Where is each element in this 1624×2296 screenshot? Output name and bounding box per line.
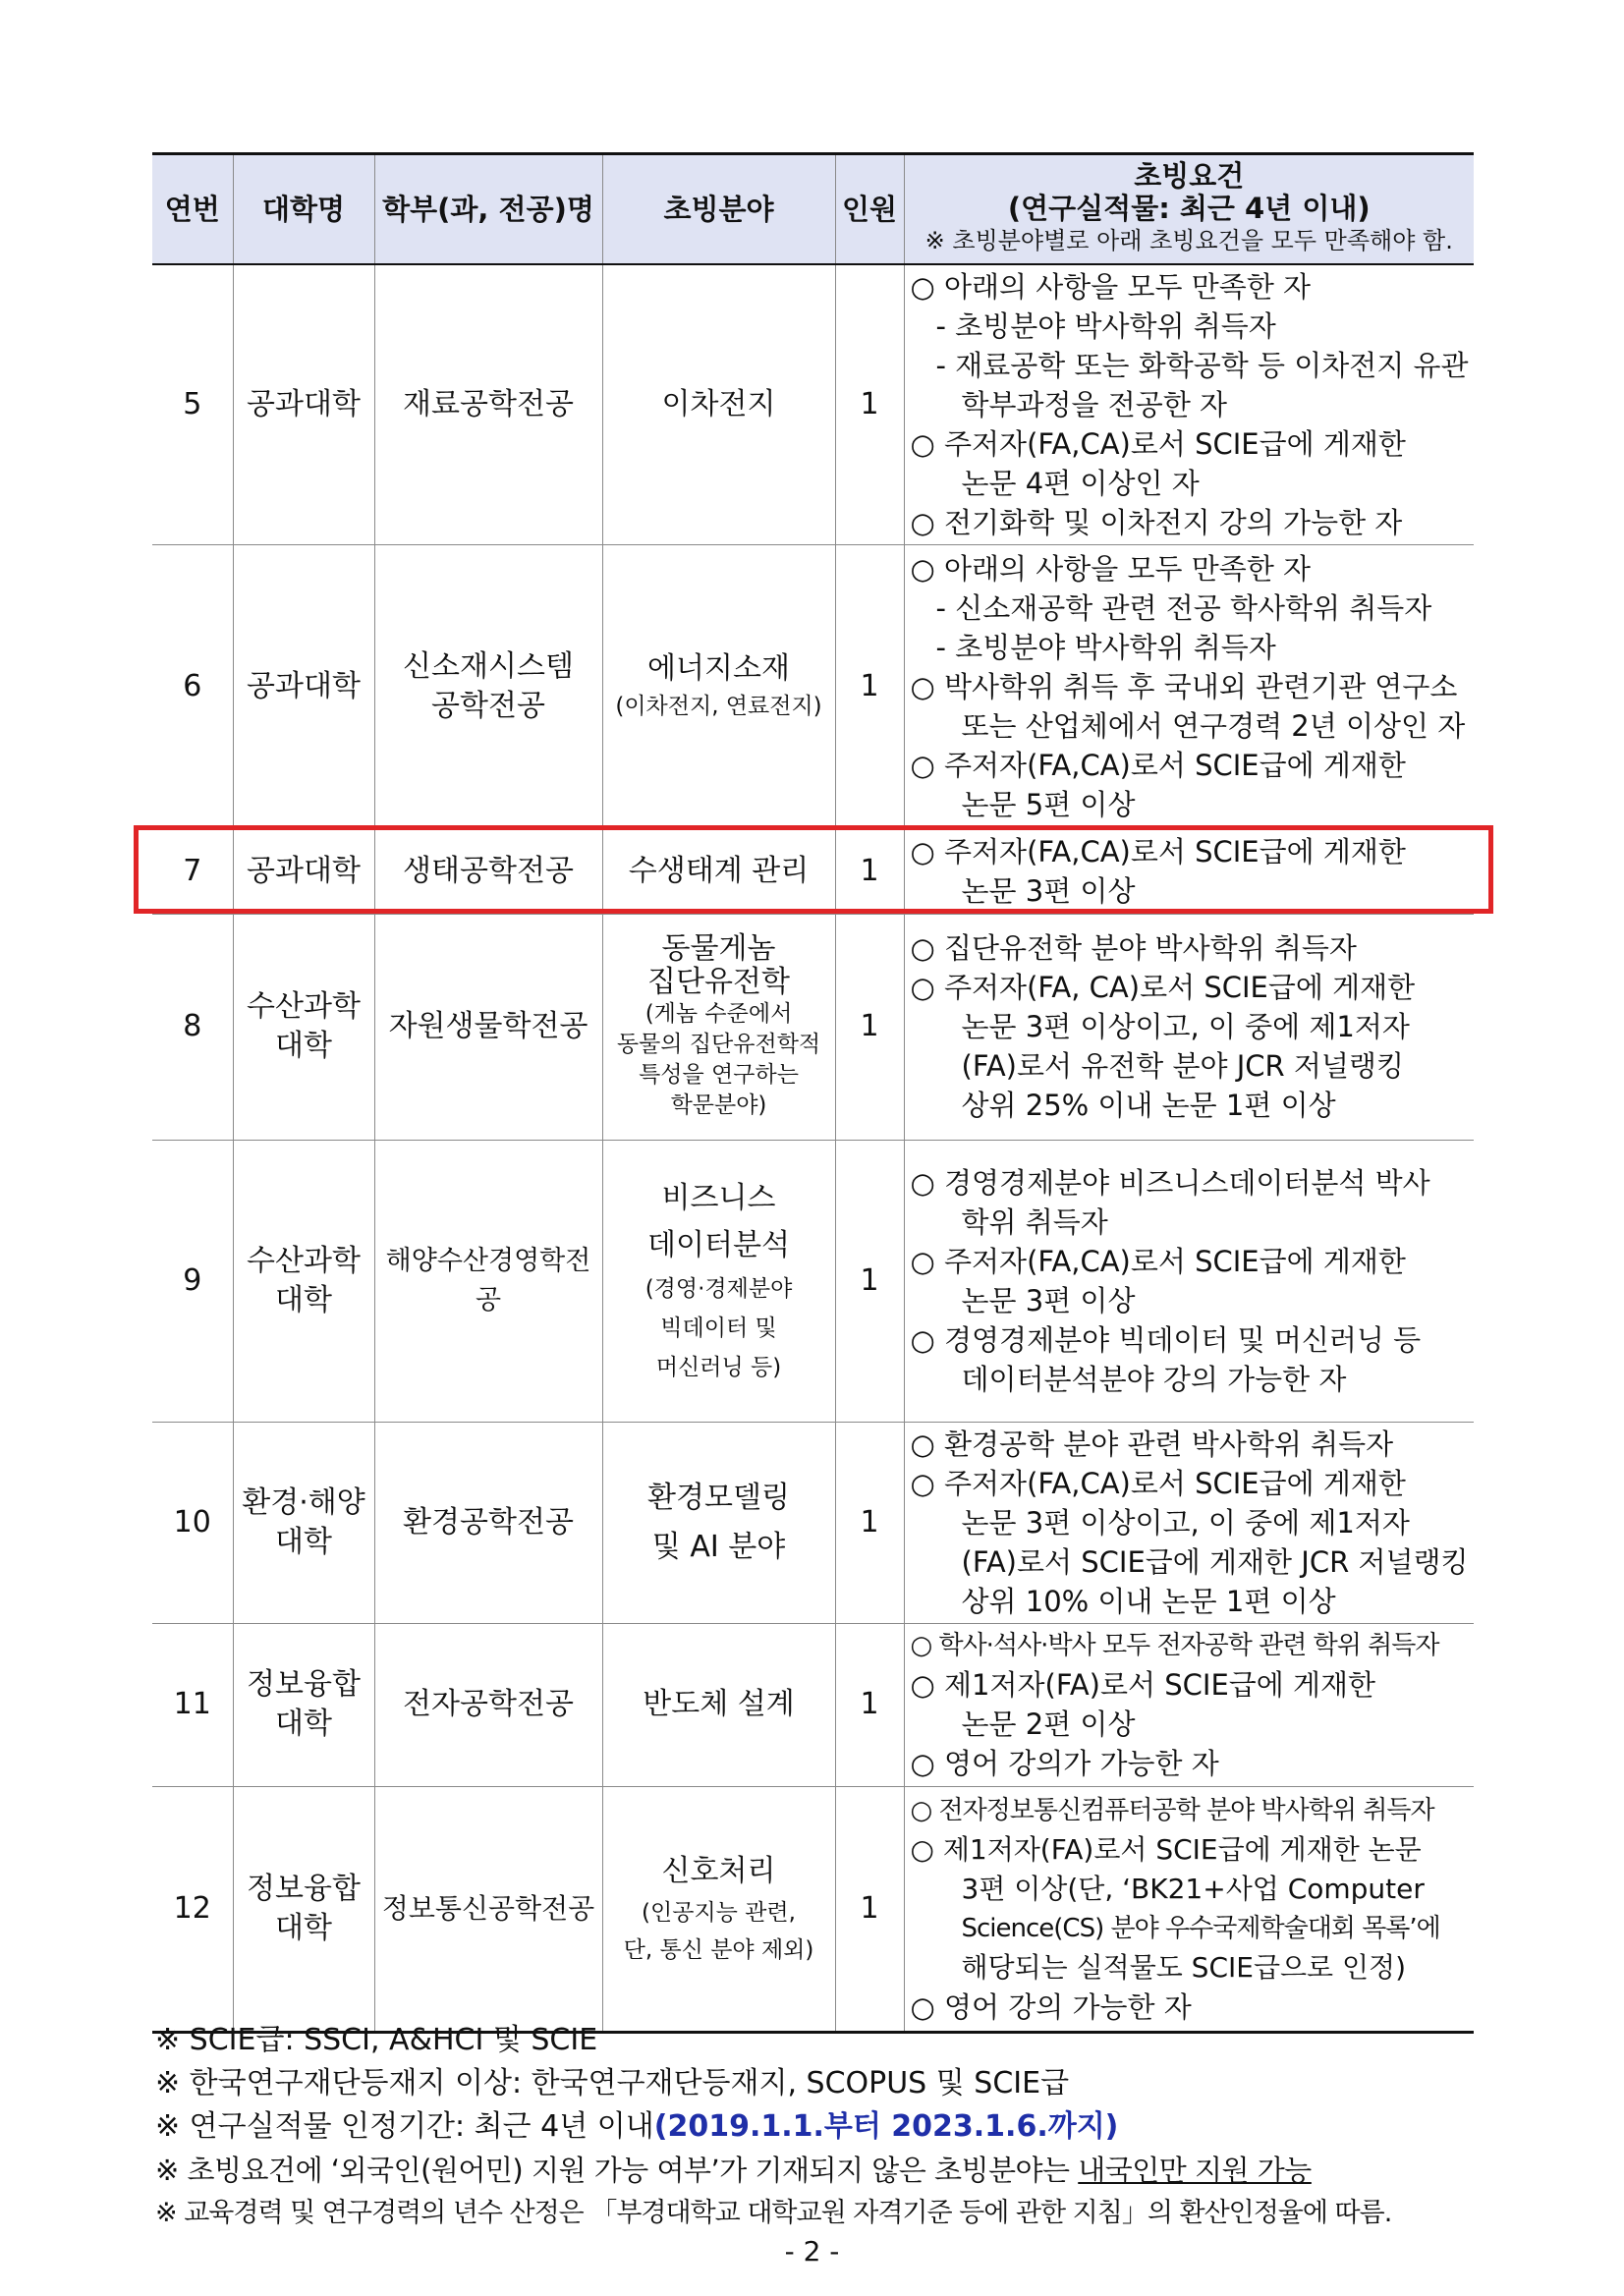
cell-department [374,914,602,1140]
req-line: 데이터분석분야 강의 가능한 자 [961,1362,1347,1396]
college-line: 정보융합 [247,1667,361,1702]
footnote-scie: ※ SCIE급: SSCI, A&HCI 및 SCIE [155,2023,598,2057]
footnote-foreigner-text: ※ 초빙요건에 ‘외국인(원어민) 지원 가능 여부’가 기재되지 않은 초빙분야는 [155,2154,1079,2187]
cell-no: 7 [152,829,233,914]
req-line: ○ 주저자(FA,CA)로서 SCIE급에 게재한 [910,426,1406,461]
req-line: - 초빙분야 박사학위 취득자 [935,308,1276,343]
field-detail-line: 머신러닝 등) [655,1354,782,1380]
cell-count: 1 [835,544,904,829]
cell-requirements [904,1140,1474,1422]
department-line: 환경공학전공 [403,1504,574,1540]
cell-field [602,1786,835,2032]
cell-field [602,264,835,545]
req-line: - 재료공학 또는 화학공학 등 이차전지 유관 [935,348,1469,382]
table-row [152,1786,1474,2032]
cell-requirements [904,544,1474,829]
header-requirements-title: 초빙요건 [1134,159,1245,194]
header-requirements [904,154,1474,264]
req-line: 논문 3편 이상이고, 이 중에 제1저자 [961,1505,1410,1540]
req-line: ○ 경영경제분야 비즈니스데이터분석 박사 [910,1165,1430,1200]
cell-college [233,544,374,829]
college-line: 공과대학 [247,854,361,888]
req-line: ○ 영어 강의가 가능한 자 [910,1747,1219,1780]
college-line: 정보융합 [247,1871,361,1906]
req-line: 상위 10% 이내 논문 1편 이상 [961,1584,1336,1618]
cell-count: 1 [835,1786,904,2032]
cell-count: 1 [835,829,904,914]
field-line: 및 AI 분야 [651,1529,786,1564]
req-line: 논문 4편 이상인 자 [961,466,1200,500]
field-line: 환경모델링 [647,1480,790,1515]
cell-count: 1 [835,914,904,1140]
field-line: 데이터분석 [647,1227,790,1262]
req-line: ○ 제1저자(FA)로서 SCIE급에 게재한 논문 [910,1832,1422,1866]
field-detail-line: 특성을 연구하는 [639,1062,799,1088]
req-line: 3편 이상(단, ‘BK21+사업 Computer [961,1872,1425,1905]
department-line: 신소재시스템 [403,649,574,684]
department-line: 자원생물학전공 [388,1009,588,1043]
department-line: 해양수산경영학전공 [385,1245,591,1316]
cell-department [374,1140,602,1422]
req-line: ○ 영어 강의 가능한 자 [910,1989,1192,2024]
req-line: ○ 박사학위 취득 후 국내외 관련기관 연구소 [910,670,1458,703]
department-line: 재료공학전공 [403,386,574,421]
college-line: 대학 [275,1282,332,1317]
cell-requirements [904,1786,1474,2032]
college-line: 환경·해양 [242,1484,365,1520]
cell-college [233,1422,374,1623]
field-line: 비즈니스 [661,1180,776,1215]
cell-department [374,544,602,829]
cell-no: 6 [152,544,233,829]
cell-field [602,914,835,1140]
footnote-foreigner [155,2149,1472,2192]
cell-department [374,264,602,545]
cell-requirements [904,914,1474,1140]
table-row [152,544,1474,829]
req-line: ○ 환경공학 분야 관련 박사학위 취득자 [910,1427,1394,1461]
header-count: 인원 [835,154,904,264]
department-line: 공학전공 [431,689,545,723]
req-line: 또는 산업체에서 연구경력 2년 이상인 자 [961,709,1466,743]
cell-no: 12 [152,1786,233,2032]
college-line: 대학 [275,1524,332,1559]
req-line: ○ 경영경제분야 빅데이터 및 머신러닝 등 [910,1322,1422,1357]
req-line: Science(CS) 분야 우수국제학술대회 목록’에 [961,1913,1440,1943]
req-line: (FA)로서 유전학 분야 JCR 저널랭킹 [961,1049,1404,1083]
header-field: 초빙분야 [602,154,835,264]
req-line: ○ 주저자(FA,CA)로서 SCIE급에 게재한 [910,1466,1406,1500]
cell-requirements [904,1422,1474,1623]
cell-no: 9 [152,1140,233,1422]
college-line: 대학 [275,1707,332,1741]
req-line: ○ 전기화학 및 이차전지 강의 가능한 자 [910,505,1403,539]
field-detail-line: (경영·경제분야 [644,1275,793,1302]
req-line: - 신소재공학 관련 전공 학사학위 취득자 [935,591,1432,625]
table-row [152,1422,1474,1623]
req-line: ○ 아래의 사항을 모두 만족한 자 [910,552,1312,586]
header-department: 학부(과, 전공)명 [374,154,602,264]
cell-field [602,544,835,829]
field-line: 에너지소재 [647,650,790,686]
field-detail-line: (이차전지, 연료전지) [615,693,822,719]
footnote-career: ※ 교육경력 및 연구경력의 년수 산정은 「부경대학교 대학교원 자격기준 등에 관한 지침」의 환산인정율에 따름. [155,2198,1392,2228]
cell-requirements [904,1623,1474,1786]
req-line: 논문 3편 이상이고, 이 중에 제1저자 [961,1010,1410,1043]
cell-count: 1 [835,1140,904,1422]
req-line: ○ 아래의 사항을 모두 만족한 자 [910,269,1312,304]
table-row [152,1140,1474,1422]
cell-department [374,1422,602,1623]
table-row [152,264,1474,545]
req-line: ○ 주저자(FA,CA)로서 SCIE급에 게재한 [910,1244,1406,1278]
cell-count: 1 [835,1422,904,1623]
table-row [152,914,1474,1140]
department-line: 생태공학전공 [403,854,574,888]
field-line: 수생태계 관리 [628,854,810,888]
req-line: 논문 3편 이상 [961,874,1136,908]
cell-college [233,264,374,545]
college-line: 수산과학 [247,1243,361,1278]
req-line: 논문 3편 이상 [961,1283,1136,1317]
req-line: ○ 학사·석사·박사 모두 전자공학 관련 학위 취득자 [910,1631,1439,1660]
footnote-period [155,2105,1472,2149]
field-line: 동물게놈 [661,931,776,966]
cell-field [602,1623,835,1786]
field-detail-line: (인공지능 관련, [642,1899,796,1926]
header-college: 대학명 [233,154,374,264]
header-no: 연번 [152,154,233,264]
college-line: 공과대학 [247,386,361,421]
cell-no: 5 [152,264,233,545]
cell-no: 10 [152,1422,233,1623]
recruitment-table [152,152,1474,2034]
college-line: 공과대학 [247,669,361,703]
cell-college [233,914,374,1140]
req-line: ○ 전자정보통신컴퓨터공학 분야 박사학위 취득자 [910,1795,1434,1825]
req-line: (FA)로서 SCIE급에 게재한 JCR 저널랭킹 [961,1544,1469,1579]
college-line: 대학 [275,1029,332,1063]
footnote-period-dates: (2019.1.1.부터 2023.1.6.까지) [653,2109,1119,2144]
header-requirements-note: ※ 초빙분야별로 아래 초빙요건을 모두 만족해야 함. [924,227,1453,255]
req-line: 논문 2편 이상 [961,1708,1136,1741]
field-line: 반도체 설계 [643,1687,795,1721]
cell-count: 1 [835,1623,904,1786]
req-line: ○ 주저자(FA,CA)로서 SCIE급에 게재한 [910,749,1406,782]
req-line: 학위 취득자 [961,1204,1108,1239]
table-header-row [152,154,1474,264]
field-line: 신호처리 [661,1853,776,1888]
page-number: - 2 - [784,2235,840,2268]
cell-department [374,1623,602,1786]
req-line: 해당되는 실적물도 SCIE급으로 인정) [961,1950,1407,1984]
row-7-highlight-box [134,825,1493,914]
cell-college [233,1140,374,1422]
cell-count: 1 [835,264,904,545]
cell-department [374,1786,602,2032]
footnotes [155,2019,1472,2235]
field-line: 이차전지 [661,386,776,421]
cell-field [602,1140,835,1422]
req-line: ○ 집단유전학 분야 박사학위 취득자 [910,931,1357,965]
req-line: ○ 주저자(FA, CA)로서 SCIE급에 게재한 [910,971,1416,1004]
req-line: 학부과정을 전공한 자 [961,387,1228,421]
college-line: 수산과학 [247,989,361,1024]
req-line: ○ 주저자(FA,CA)로서 SCIE급에 게재한 [910,835,1406,868]
table-row [152,1623,1474,1786]
req-line: - 초빙분야 박사학위 취득자 [935,631,1276,664]
footnote-period-text: ※ 연구실적물 인정기간: 최근 4년 이내 [155,2109,654,2144]
field-detail-line: 학문분야) [670,1092,767,1118]
cell-field [602,1422,835,1623]
req-line: 논문 5편 이상 [961,788,1136,821]
cell-college [233,1786,374,2032]
cell-college [233,1623,374,1786]
req-line: 상위 25% 이내 논문 1편 이상 [961,1089,1336,1122]
field-detail-line: 빅데이터 및 [660,1315,777,1341]
req-line: ○ 제1저자(FA)로서 SCIE급에 게재한 [910,1668,1376,1702]
field-detail-line: (게놈 수준에서 [644,1001,793,1027]
field-detail-line: 단, 통신 분야 제외) [623,1936,814,1963]
cell-requirements [904,264,1474,545]
cell-no: 8 [152,914,233,1140]
field-detail-line: 동물의 집단유전학적 [616,1032,821,1057]
field-line: 집단유전학 [647,965,790,999]
header-requirements-sub: (연구실적물: 최근 4년 이내) [1007,192,1371,226]
cell-no: 11 [152,1623,233,1786]
department-line: 전자공학전공 [403,1687,574,1721]
department-line: 정보통신공학전공 [381,1891,595,1925]
college-line: 대학 [275,1910,332,1945]
footnote-foreigner-underline: 내국인만 지원 가능 [1078,2154,1312,2187]
footnote-kci: ※ 한국연구재단등재지 이상: 한국연구재단등재지, SCOPUS 및 SCIE급 [155,2066,1070,2100]
